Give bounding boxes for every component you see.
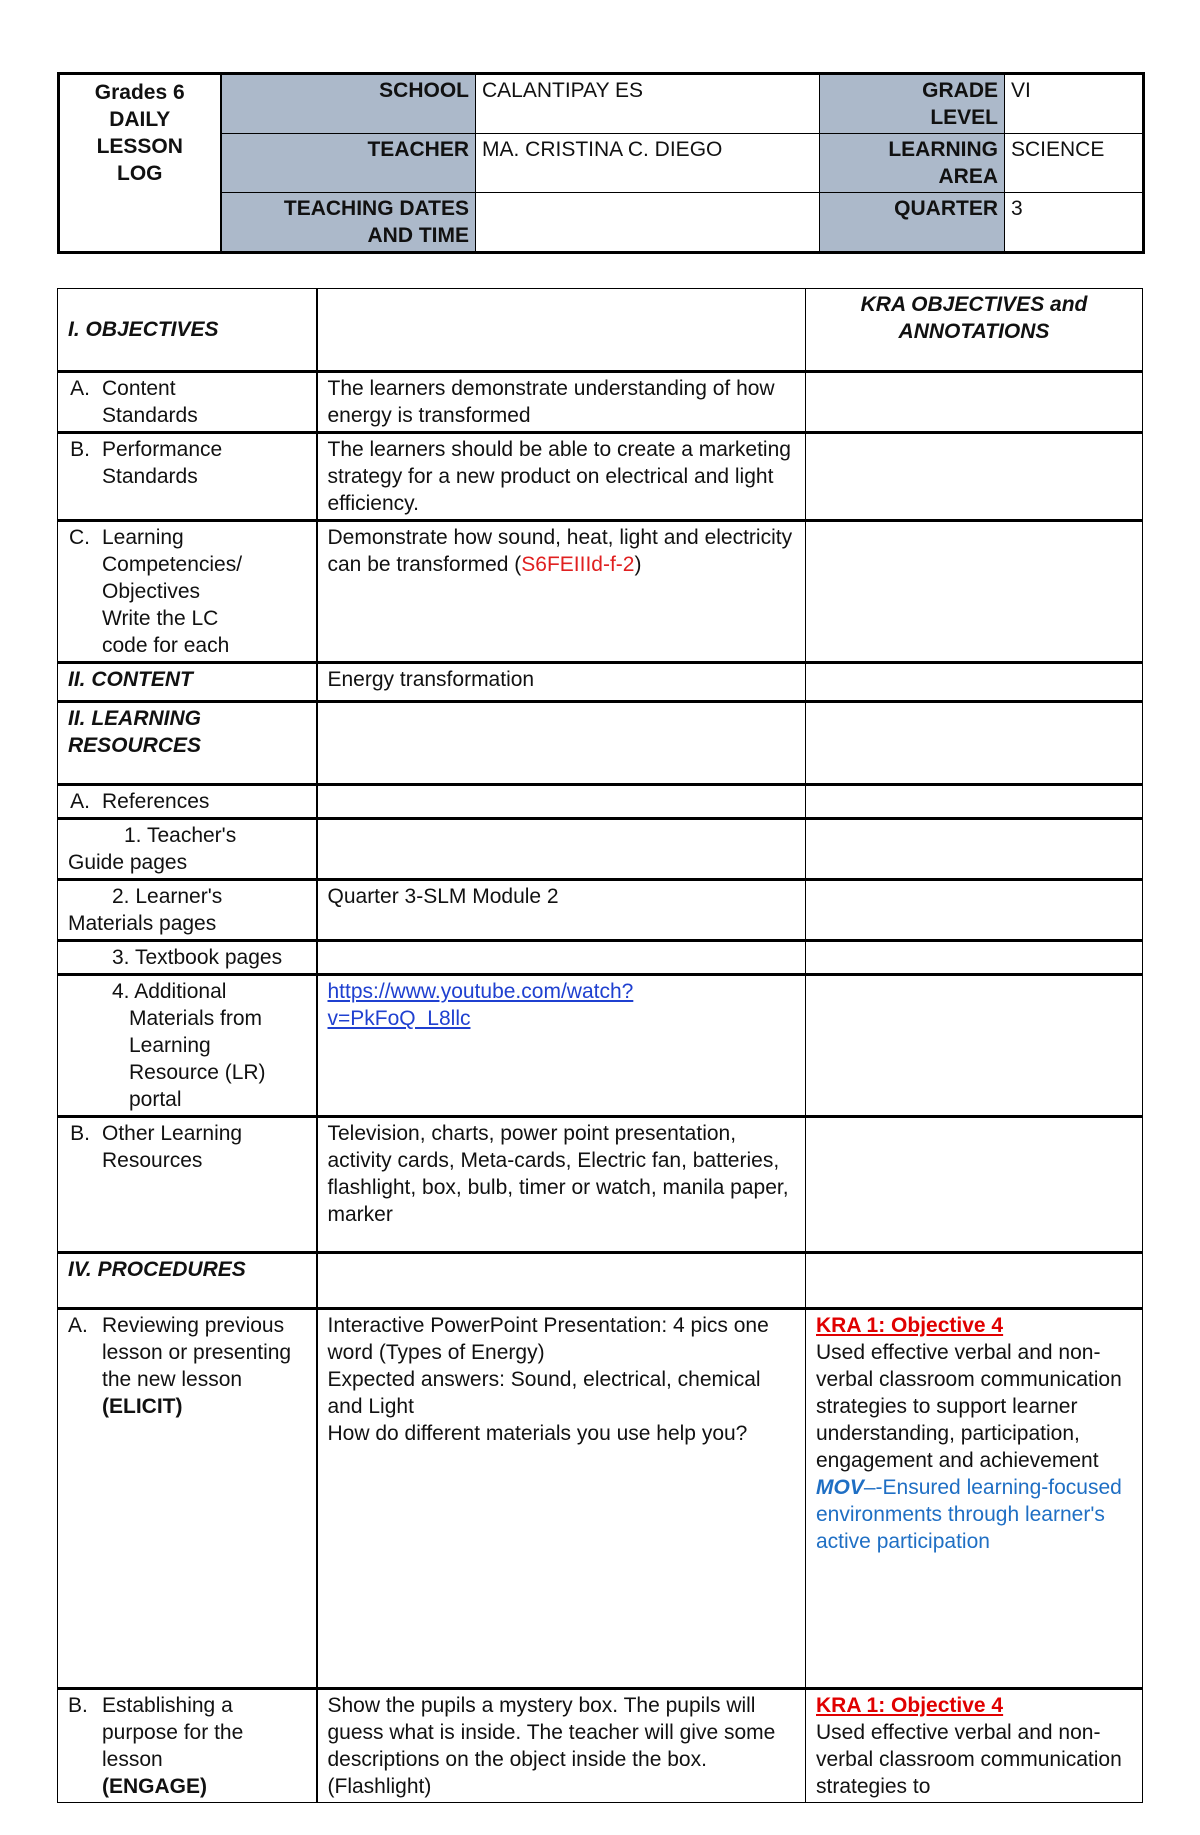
grade-label-line: LEVEL — [930, 106, 998, 129]
kra-title: KRA 1: Objective 4 — [816, 1314, 1004, 1337]
learning-area-value: SCIENCE — [1005, 134, 1144, 193]
area-label-line: LEARNING — [888, 138, 998, 161]
dll-title — [59, 74, 221, 253]
youtube-link-cont[interactable]: v=PkFoQ_L8llc — [327, 1007, 471, 1030]
kra-heading-line: ANNOTATIONS — [898, 320, 1050, 343]
procedures-blank — [317, 1253, 806, 1309]
value-line: Expected answers: Sound, electrical, chemical and Light — [327, 1368, 761, 1418]
grade-label — [820, 74, 1005, 134]
establishing-purpose-value: Show the pupils a mystery box. The pupils will guess what is inside. The teacher will give some descriptions on the object inside the box. (Flashlight) — [317, 1689, 806, 1803]
header-table — [57, 72, 1145, 254]
youtube-link[interactable]: https://www.youtube.com/watch? — [327, 980, 634, 1003]
learners-materials-value: Quarter 3-SLM Module 2 — [317, 880, 806, 941]
references-text: References — [102, 790, 210, 813]
procedures-kra — [806, 1253, 1143, 1309]
list-marker: B. — [68, 1694, 88, 1717]
learning-resources-blank — [317, 702, 806, 785]
teachers-guide-kra — [806, 819, 1143, 880]
learning-resources-heading — [58, 702, 317, 785]
label-line: code for each — [102, 634, 230, 657]
content-standards-value: The learners demonstrate understanding of how energy is transformed — [317, 372, 806, 433]
value-line: How do different materials you use help you? — [327, 1422, 748, 1445]
learning-competencies-label — [58, 521, 317, 663]
content-kra — [806, 663, 1143, 702]
objectives-heading: I. OBJECTIVES — [58, 289, 317, 372]
kra-text: Used effective verbal and non-verbal classroom communication strategies to support learner understanding, participation, engagement and achievement — [816, 1341, 1122, 1472]
title-line: LOG — [117, 162, 163, 185]
quarter-value: 3 — [1005, 193, 1144, 253]
mov-label: MOV — [816, 1476, 864, 1499]
label-line: Materials from — [129, 1007, 263, 1030]
list-marker: A. — [70, 377, 90, 400]
label-line: Guide pages — [68, 851, 188, 874]
area-label-line: AREA — [938, 165, 998, 188]
learning-competencies-value — [317, 521, 806, 663]
label-line: Standards — [102, 404, 198, 427]
title-line: LESSON — [96, 135, 183, 158]
heading-line: II. LEARNING — [68, 707, 202, 730]
label-text: Reviewing previous lesson or presenting the new lesson — [102, 1314, 292, 1391]
textbook-value — [317, 941, 806, 975]
label-line: 2. Learner's — [112, 885, 223, 908]
label-line: 4. Additional — [112, 980, 227, 1003]
learners-materials-label — [58, 880, 317, 941]
content-heading: II. CONTENT — [58, 663, 317, 702]
establishing-purpose-kra — [806, 1689, 1143, 1803]
lesson-log-table — [57, 288, 1143, 1803]
textbook-label — [58, 941, 317, 975]
mov-note — [816, 1474, 1132, 1555]
label-line: Performance — [102, 438, 223, 461]
objectives-blank — [317, 289, 806, 372]
establishing-purpose-label — [58, 1689, 317, 1803]
label-bold: (ENGAGE) — [102, 1775, 207, 1798]
label-line: Objectives — [102, 580, 201, 603]
references-label — [58, 785, 317, 819]
list-marker: B. — [70, 438, 90, 461]
label-line: Learning — [129, 1034, 211, 1057]
label-line: Resource (LR) — [129, 1061, 266, 1084]
learning-resources-kra — [806, 702, 1143, 785]
lc-code: S6FEIIId-f-2 — [521, 553, 635, 576]
grade-value: VI — [1005, 74, 1144, 134]
list-marker: B. — [70, 1122, 90, 1145]
label-line: 3. Textbook pages — [112, 946, 283, 969]
label-line: Learning — [102, 526, 184, 549]
label-line: portal — [129, 1088, 182, 1111]
lr-portal-kra — [806, 975, 1143, 1117]
teaching-dates-label — [221, 193, 476, 253]
label-line: Competencies/ — [102, 553, 243, 576]
label-line: 1. Teacher's — [124, 824, 237, 847]
content-standards-label — [58, 372, 317, 433]
learning-area-label — [820, 134, 1005, 193]
content-standards-kra — [806, 372, 1143, 433]
learners-materials-kra — [806, 880, 1143, 941]
kra-title: KRA 1: Objective 4 — [816, 1694, 1004, 1717]
title-line: Grades 6 — [94, 81, 185, 104]
list-marker: C. — [69, 526, 90, 549]
other-resources-kra — [806, 1117, 1143, 1253]
content-value: Energy transformation — [317, 663, 806, 702]
dates-label-line: AND TIME — [367, 224, 469, 247]
performance-standards-value: The learners should be able to create a marketing strategy for a new product on electrical and light efficiency. — [317, 433, 806, 521]
mov-text: –-Ensured learning-focused environments through learner's active participation — [816, 1476, 1122, 1553]
teachers-guide-value — [317, 819, 806, 880]
label-line: Materials pages — [68, 912, 217, 935]
other-resources-label — [58, 1117, 317, 1253]
lr-portal-value — [317, 975, 806, 1117]
dates-label-line: TEACHING DATES — [283, 197, 469, 220]
procedures-heading: IV. PROCEDURES — [58, 1253, 317, 1309]
textbook-kra — [806, 941, 1143, 975]
lr-portal-label — [58, 975, 317, 1117]
performance-standards-label — [58, 433, 317, 521]
kra-heading-line: KRA OBJECTIVES and — [860, 293, 1088, 316]
grade-label-line: GRADE — [922, 79, 998, 102]
lc-close: ) — [634, 553, 642, 576]
kra-text: Used effective verbal and non-verbal classroom communication strategies to — [816, 1721, 1122, 1798]
other-resources-value: Television, charts, power point presentation, activity cards, Meta-cards, Electric fan, batteries, flashlight, box, bulb, timer or watch, manila paper, marker — [317, 1117, 806, 1253]
performance-standards-kra — [806, 433, 1143, 521]
reviewing-lesson-value — [317, 1309, 806, 1689]
label-line: Standards — [102, 465, 198, 488]
title-line: DAILY — [109, 108, 171, 131]
teachers-guide-label — [58, 819, 317, 880]
teacher-value: MA. CRISTINA C. DIEGO — [476, 134, 820, 193]
school-value: CALANTIPAY ES — [476, 74, 820, 134]
references-value — [317, 785, 806, 819]
references-kra — [806, 785, 1143, 819]
list-marker: A. — [70, 790, 90, 813]
value-line: Interactive PowerPoint Presentation: 4 pics one word (Types of Energy) — [327, 1314, 769, 1364]
reviewing-lesson-label — [58, 1309, 317, 1689]
label-line: Resources — [102, 1149, 203, 1172]
label-line: Write the LC — [102, 607, 219, 630]
list-marker: A. — [68, 1314, 88, 1337]
teacher-label: TEACHER — [221, 134, 476, 193]
label-text: Establishing a purpose for the lesson — [102, 1694, 244, 1771]
reviewing-lesson-kra — [806, 1309, 1143, 1689]
quarter-label: QUARTER — [820, 193, 1005, 253]
label-bold: (ELICIT) — [102, 1395, 183, 1418]
heading-line: RESOURCES — [68, 734, 202, 757]
lc-text: Demonstrate how sound, heat, light and electricity can be transformed ( — [327, 526, 793, 576]
label-line: Content — [102, 377, 176, 400]
learning-competencies-kra — [806, 521, 1143, 663]
school-label: SCHOOL — [221, 74, 476, 134]
teaching-dates-value — [476, 193, 820, 253]
kra-heading — [806, 289, 1143, 372]
label-line: Other Learning — [102, 1122, 243, 1145]
